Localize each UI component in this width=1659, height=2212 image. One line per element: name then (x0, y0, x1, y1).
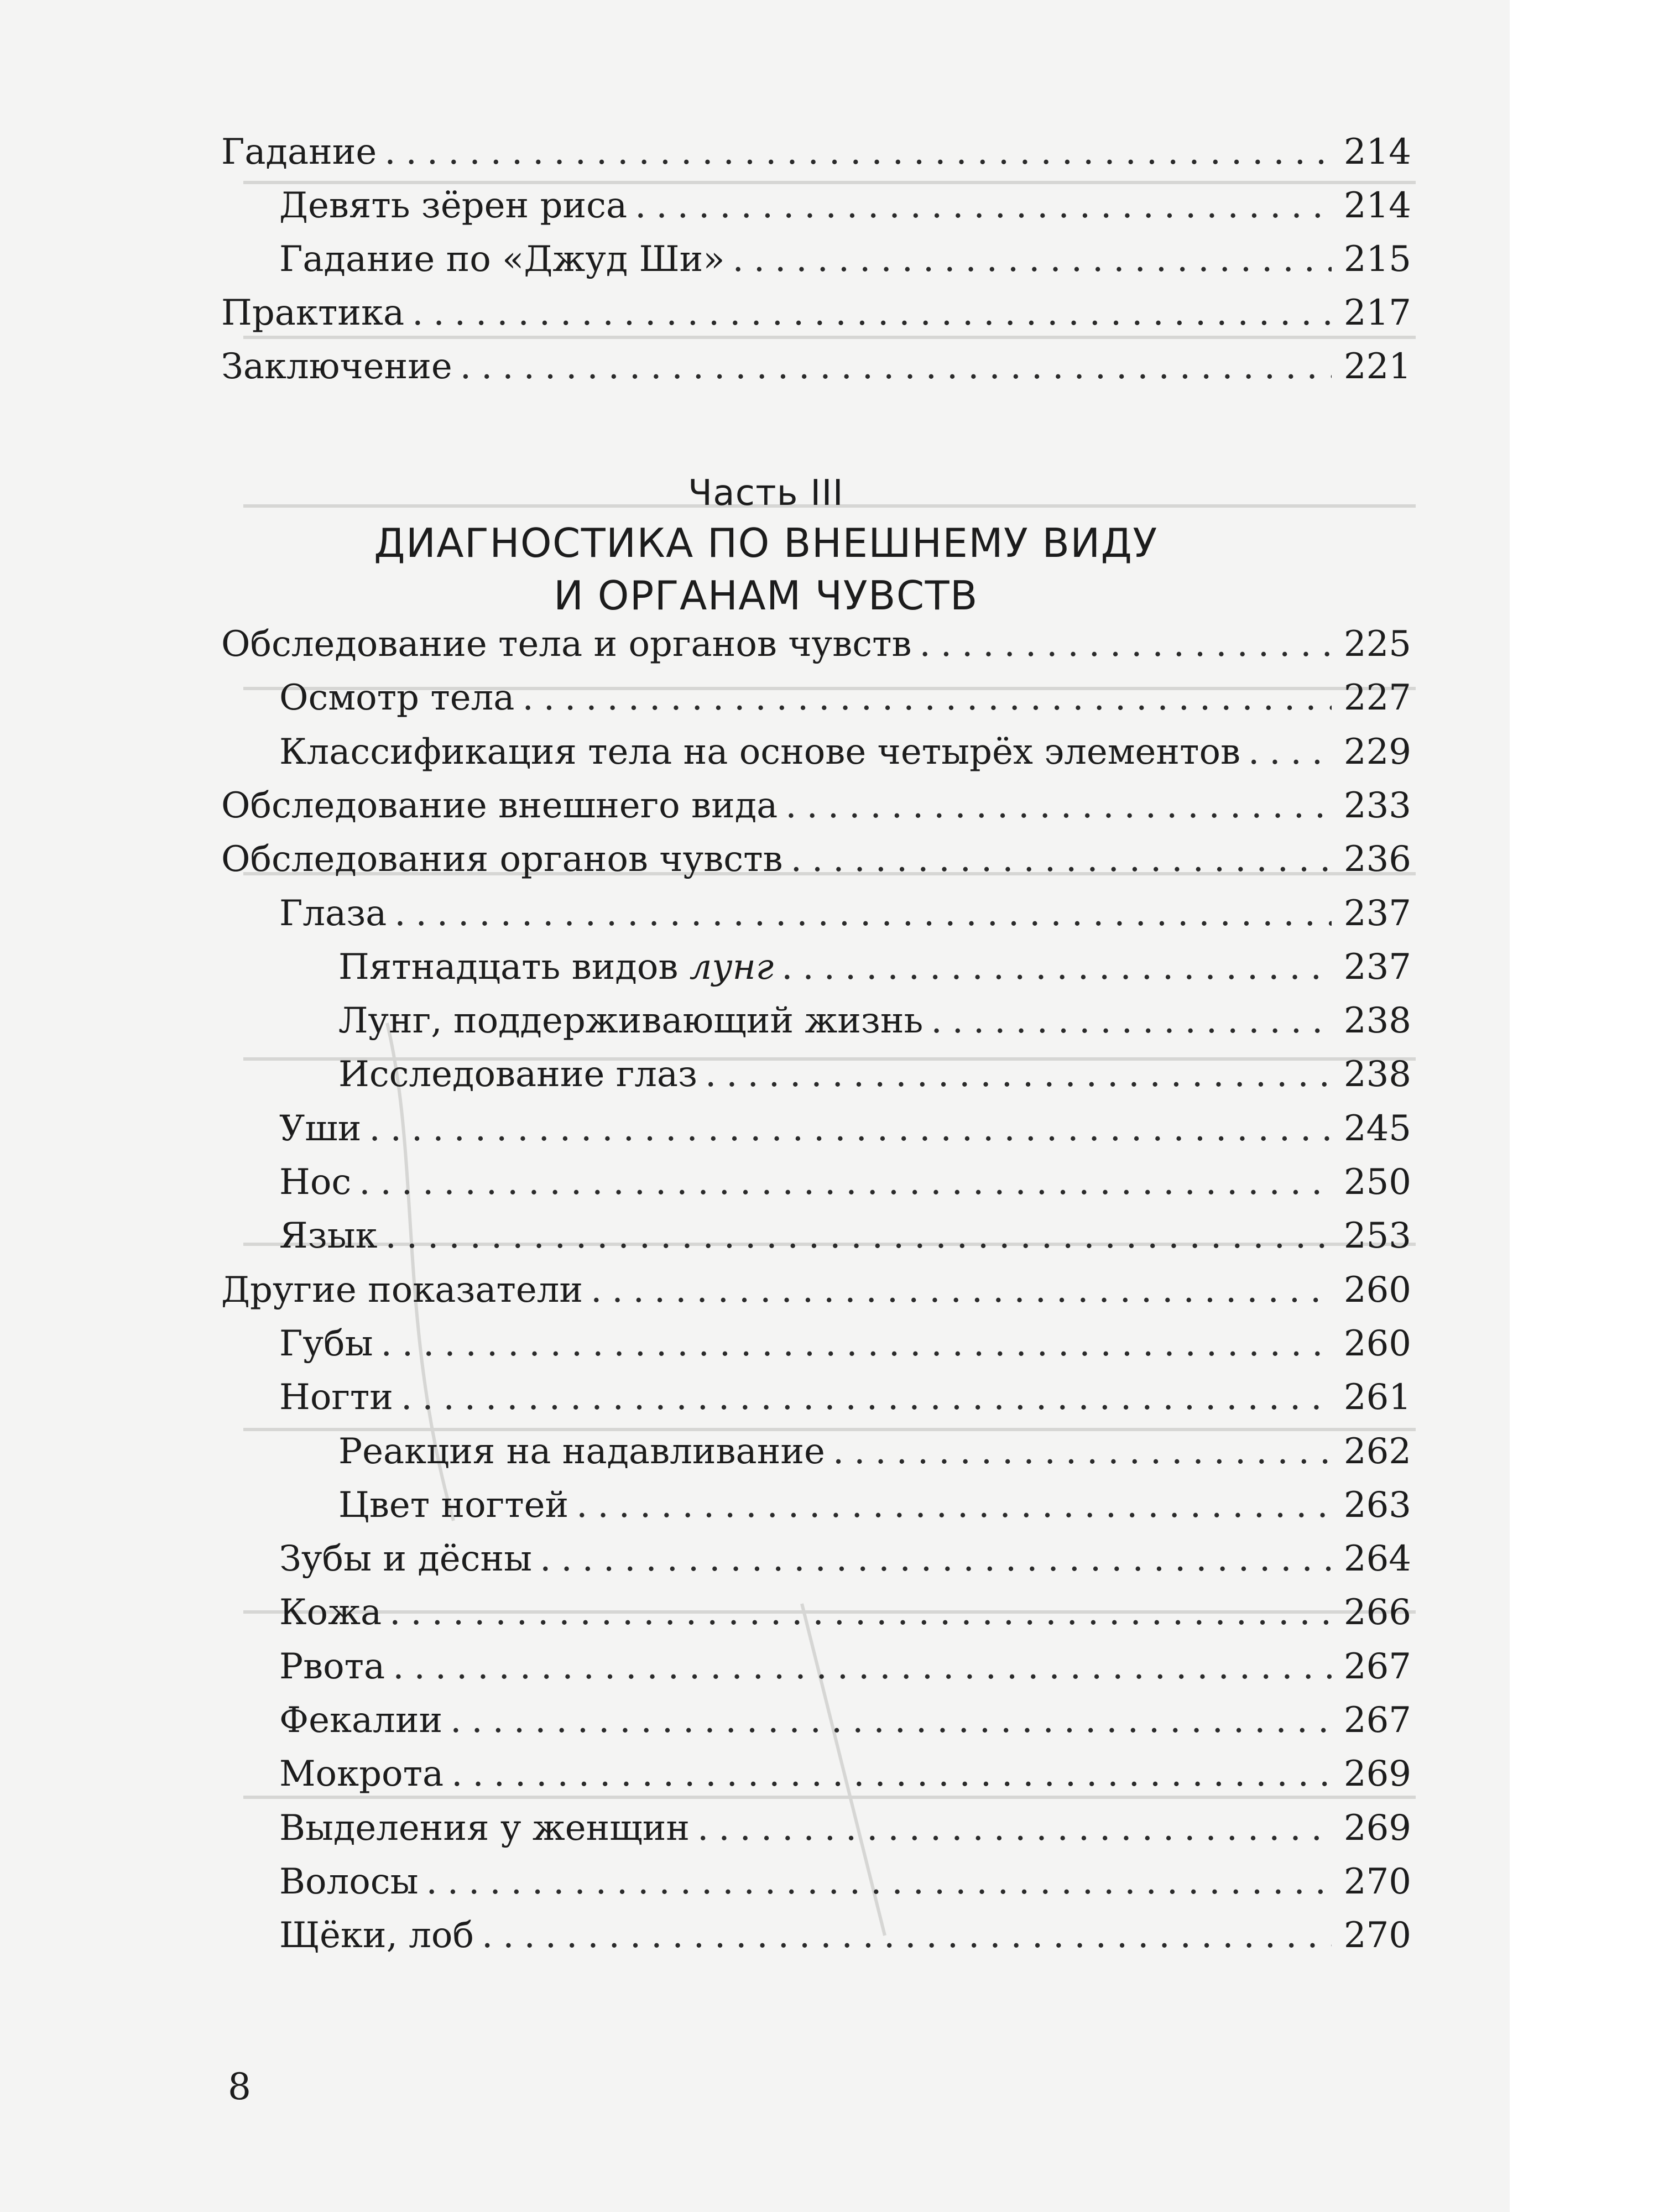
toc-entry-page: 266 (1343, 1592, 1411, 1634)
toc-leader-dots (384, 127, 1332, 177)
toc-leader-dots (785, 781, 1332, 831)
toc-entry-title: Практика (221, 293, 405, 333)
toc-entry-page: 236 (1343, 839, 1411, 880)
part-title-line-2: И ОРГАНАМ ЧУВСТВ (554, 572, 978, 619)
toc-entry-title: Ногти (279, 1377, 393, 1418)
toc-leader-dots (576, 1480, 1332, 1530)
toc-leader-dots (359, 1157, 1332, 1207)
toc-entry-page: 250 (1343, 1162, 1411, 1203)
toc-entry-page: 263 (1343, 1484, 1411, 1526)
toc-entry (221, 288, 1411, 338)
toc-leader-dots (426, 1857, 1332, 1907)
toc-entry-page: 262 (1343, 1431, 1411, 1472)
toc-entry (279, 1588, 1411, 1637)
toc-entry-page: 270 (1343, 1915, 1411, 1957)
toc-leader-dots (732, 234, 1331, 284)
toc-entry (338, 942, 1411, 992)
toc-entry (279, 1911, 1411, 1960)
toc-entry-page: 261 (1343, 1377, 1411, 1418)
toc-entry-title: Осмотр тела (279, 677, 515, 719)
toc-entry (279, 1749, 1411, 1799)
toc-entry (279, 181, 1411, 231)
toc-entry-page: 267 (1343, 1646, 1411, 1687)
toc-leader-dots (401, 1373, 1332, 1422)
toc-leader-dots (450, 1695, 1332, 1745)
toc-entry (279, 1642, 1411, 1692)
toc-leader-dots (931, 996, 1332, 1046)
toc-entry-page: 225 (1343, 624, 1411, 665)
toc-entry-title: Девять зёрен риса (279, 185, 628, 226)
toc-leader-dots (482, 1911, 1332, 1960)
toc-entry-title: Рвота (279, 1646, 385, 1687)
toc-entry-page: 214 (1343, 132, 1411, 173)
toc-entry (279, 1803, 1411, 1853)
toc-entry (221, 781, 1411, 831)
toc-entry-page: 238 (1343, 1000, 1411, 1042)
toc-entry-page: 245 (1343, 1108, 1411, 1149)
toc-entry (221, 619, 1411, 669)
toc-entry (338, 1050, 1411, 1099)
toc-entry-title: Другие показатели (221, 1269, 583, 1311)
toc-entry-title: Уши (279, 1108, 362, 1149)
toc-entry (221, 127, 1411, 177)
toc-entry-title: Щёки, лоб (279, 1915, 474, 1957)
toc-leader-dots (522, 673, 1331, 723)
toc-entry-title: Лунг, поддерживающий жизнь (338, 1000, 924, 1042)
toc-entry-title: Язык (279, 1215, 378, 1257)
toc-leader-dots (451, 1749, 1332, 1799)
page-number: 8 (228, 2065, 251, 2108)
toc-leader-dots (791, 834, 1332, 884)
toc-leader-dots (1248, 727, 1332, 777)
toc-entry-title: Обследования органов чувств (221, 839, 783, 880)
toc-entry (279, 1857, 1411, 1907)
toc-entry (279, 234, 1411, 284)
toc-entry-page: 227 (1343, 677, 1411, 719)
toc-entry-page: 253 (1343, 1215, 1411, 1257)
toc-entry (279, 889, 1411, 938)
toc-entry-page: 260 (1343, 1323, 1411, 1364)
toc-entry (279, 1534, 1411, 1584)
toc-entry (338, 996, 1411, 1046)
toc-entry (221, 342, 1411, 392)
toc-entry (279, 1319, 1411, 1369)
toc-leader-dots (591, 1265, 1332, 1315)
toc-entry-title: Гадание (221, 132, 377, 173)
toc-entry (279, 1104, 1411, 1154)
toc-entry (338, 1480, 1411, 1530)
toc-entry-title: Фекалии (279, 1700, 443, 1741)
toc-leader-dots (833, 1427, 1332, 1477)
toc-leader-dots (389, 1588, 1332, 1637)
toc-entry-page: 238 (1343, 1054, 1411, 1095)
toc-entry-page: 215 (1343, 239, 1411, 280)
toc-entry-page: 229 (1343, 731, 1411, 773)
toc-entry-page: 270 (1343, 1861, 1411, 1902)
toc-entry-title: Гадание по «Джуд Ши» (279, 239, 725, 280)
toc-entry-page: 267 (1343, 1700, 1411, 1741)
toc-leader-dots (412, 288, 1332, 338)
toc-entry-title: Классификация тела на основе четырёх элементов (279, 731, 1240, 773)
toc-entry-page: 214 (1343, 185, 1411, 226)
toc-entry-title-wrap (338, 942, 774, 992)
toc-entry-page: 260 (1343, 1269, 1411, 1311)
toc-entry (221, 1265, 1411, 1315)
toc-leader-dots (460, 342, 1332, 392)
toc-leader-dots (393, 1642, 1332, 1692)
toc-leader-dots (697, 1803, 1332, 1853)
toc-leader-dots (705, 1050, 1332, 1099)
toc-entry-title: Исследование глаз (338, 1054, 697, 1095)
toc-entry-title: Обследование тела и органов чувств (221, 624, 912, 665)
toc-entry-title: Волосы (279, 1861, 419, 1902)
toc-leader-dots (394, 889, 1332, 938)
toc-entry-page: 269 (1343, 1807, 1411, 1849)
toc-entry (279, 1211, 1411, 1261)
toc-leader-dots (385, 1211, 1332, 1261)
toc-entry-title: Заключение (221, 346, 452, 387)
toc-entry-title: Губы (279, 1323, 373, 1364)
toc-leader-dots (781, 942, 1332, 992)
toc-entry-title: Цвет ногтей (338, 1484, 569, 1526)
toc-entry-title: Нос (279, 1162, 352, 1203)
toc-entry (221, 834, 1411, 884)
toc-entry (279, 1695, 1411, 1745)
toc-entry-title: Обследование внешнего вида (221, 785, 778, 826)
toc-entry-title: Кожа (279, 1592, 382, 1634)
toc-entry (279, 1157, 1411, 1207)
toc-entry-page: 217 (1343, 293, 1411, 333)
toc-entry (338, 1427, 1411, 1477)
toc-leader-dots (920, 619, 1332, 669)
toc-entry-title: Выделения у женщин (279, 1807, 690, 1849)
toc-entry-page: 264 (1343, 1538, 1411, 1580)
toc-leader-dots (540, 1534, 1332, 1584)
toc-entry-page: 269 (1343, 1754, 1411, 1795)
toc-entry-title: Зубы и дёсны (279, 1538, 533, 1580)
toc-entry-page: 237 (1343, 893, 1411, 934)
toc-entry-title: Глаза (279, 893, 387, 934)
toc-entry (279, 727, 1411, 777)
toc-entry (279, 1373, 1411, 1422)
toc-entry-page: 237 (1343, 946, 1411, 988)
toc-leader-dots (635, 181, 1332, 231)
toc-entry-title: Пятнадцать видов (338, 946, 690, 988)
toc-entry-title-italic: лунг (689, 946, 774, 988)
toc-entry-page: 233 (1343, 785, 1411, 826)
toc-leader-dots (381, 1319, 1332, 1369)
toc-entry-page: 221 (1343, 346, 1411, 387)
part-label: Часть III (688, 473, 844, 514)
part-title-line-1: ДИАГНОСТИКА ПО ВНЕШНЕМУ ВИДУ (374, 520, 1158, 566)
toc-entry (279, 673, 1411, 723)
toc-entry-title: Реакция на надавливание (338, 1431, 825, 1472)
toc-leader-dots (369, 1104, 1331, 1154)
toc-entry-title: Мокрота (279, 1754, 444, 1795)
